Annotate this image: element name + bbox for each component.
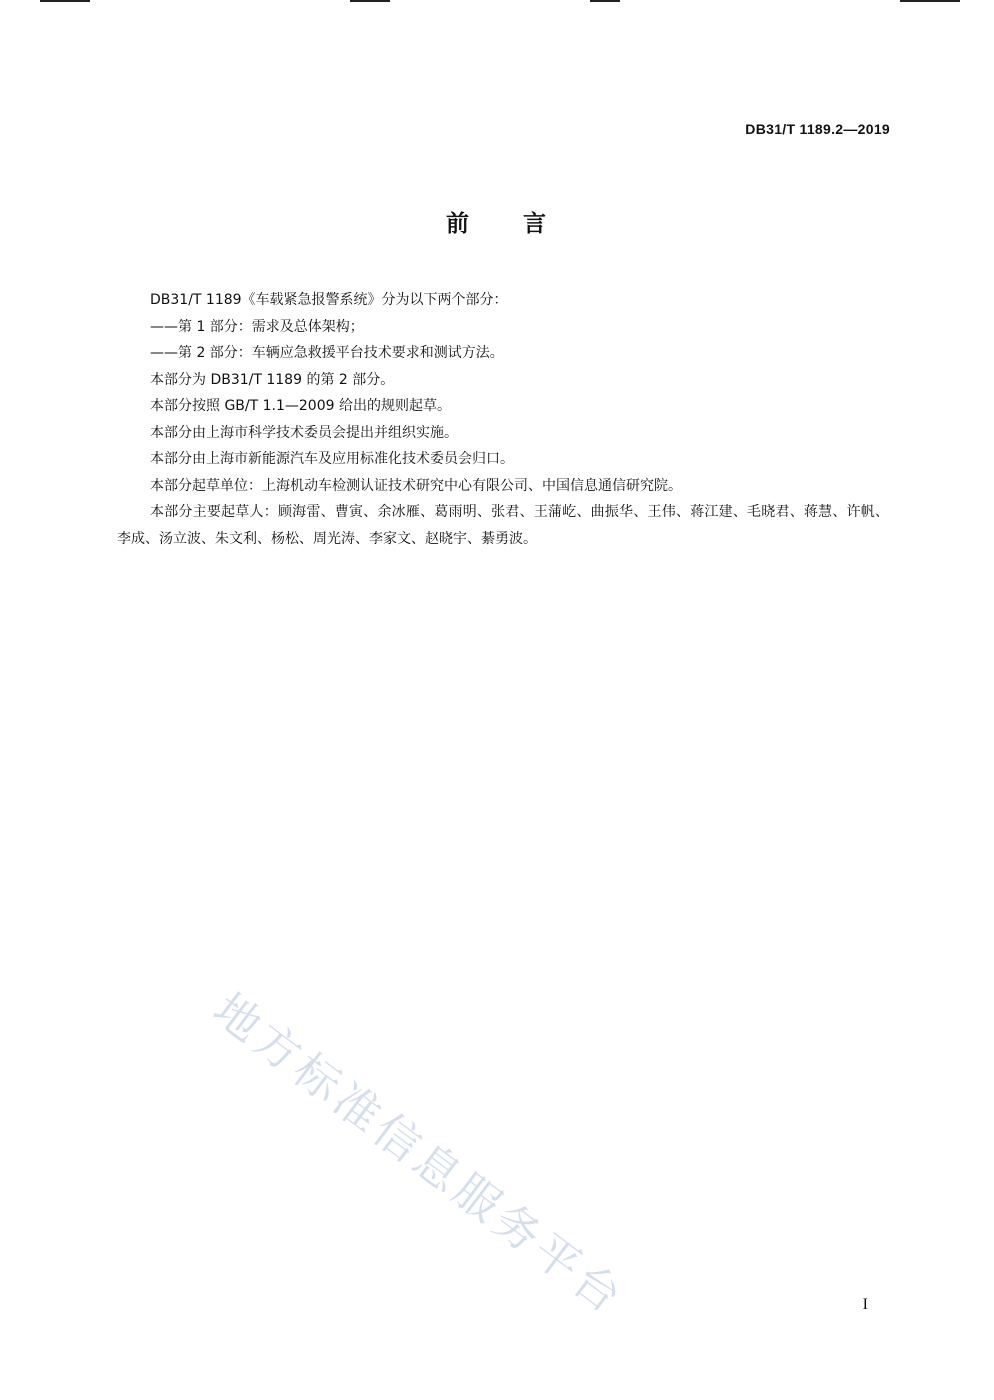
paragraph-drafting-rules: 本部分按照 GB/T 1.1—2009 给出的规则起草。 — [150, 398, 451, 414]
paragraph-drafters: 本部分主要起草人：顾海雷、曹寅、余冰雁、葛雨明、张君、王蒲屹、曲振华、王伟、蒋江建、毛晓君、蒋慧、许帆、李成、汤立波、朱文利、杨松、周光涛、李家文、赵晓宇、綦勇波。 — [117, 504, 889, 547]
page-title — [0, 205, 994, 238]
paragraph-part-1: ——第 1 部分：需求及总体架构； — [150, 318, 364, 335]
paragraph-part-2: ——第 2 部分：车辆应急救援平台技术要求和测试方法。 — [150, 345, 504, 361]
foreword-body — [117, 287, 889, 552]
document-code: DB31/T 1189.2—2019 — [745, 121, 890, 137]
paragraph-proposer: 本部分由上海市科学技术委员会提出并组织实施。 — [150, 424, 458, 441]
paragraph-intro: DB31/T 1189《车载紧急报警系统》分为以下两个部分： — [150, 292, 508, 308]
scan-edge-marks — [0, 0, 994, 3]
paragraph-committee: 本部分由上海市新能源汽车及应用标准化技术委员会归口。 — [150, 451, 514, 467]
page-title-char-2: 言 — [523, 211, 548, 237]
paragraph-scope: 本部分为 DB31/T 1189 的第 2 部分。 — [150, 371, 395, 388]
page-title-char-1: 前 — [446, 211, 471, 237]
page-number: I — [862, 1296, 868, 1313]
watermark: 地方标准信息服务平台 — [203, 982, 635, 1326]
paragraph-drafting-units: 本部分起草单位：上海机动车检测认证技术研究中心有限公司、中国信息通信研究院。 — [150, 477, 682, 494]
